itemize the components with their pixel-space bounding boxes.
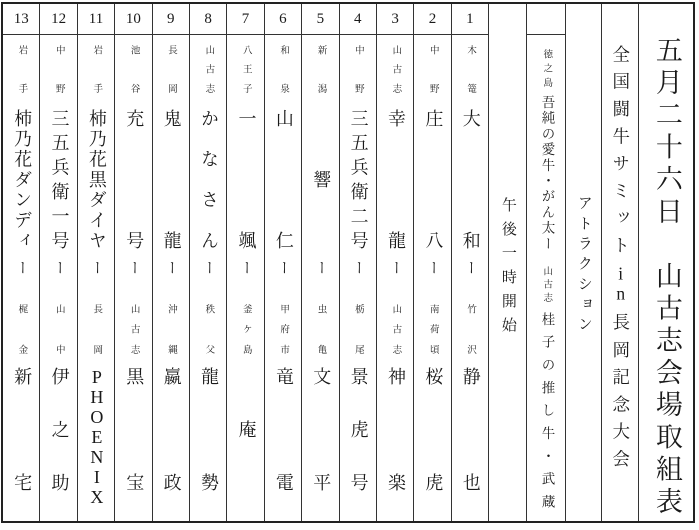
match-column-1 — [452, 4, 489, 521]
side1-location: 和泉 — [278, 45, 289, 93]
start-time-zone — [489, 197, 526, 332]
side2-location-zone — [3, 304, 39, 354]
side2-location-zone — [40, 304, 76, 354]
side1-bull-name: 一颯 — [236, 109, 257, 249]
side1-location-zone — [265, 45, 301, 93]
side1-location-zone — [78, 45, 114, 93]
side2-name-zone — [377, 367, 413, 491]
vs-separator: ー — [312, 259, 329, 275]
match-body — [265, 35, 301, 521]
side2-bull-name: 龍勢 — [199, 367, 220, 491]
attraction-side1-location-zone — [527, 49, 565, 87]
vs-separator: ー — [125, 259, 142, 275]
side1-bull-name: 幸龍 — [386, 109, 406, 249]
attraction-side2-name: 桂子の推し牛・武蔵 — [539, 312, 555, 508]
match-column-8 — [190, 4, 227, 521]
side2-location: 釜ケ島 — [240, 304, 251, 354]
side2-location-zone — [227, 304, 263, 354]
event-subtitle-latin: in — [610, 263, 631, 304]
side2-location: 山古志 — [128, 304, 139, 354]
side1-name-zone — [340, 109, 376, 249]
side2-location: 虫亀 — [315, 304, 326, 354]
vs-separator: ー — [163, 259, 179, 275]
event-subtitle-zone — [602, 45, 638, 467]
side1-location-zone — [115, 45, 151, 93]
side1-bull-name: 三五兵衛二号 — [348, 109, 369, 249]
side2-bull-name: 嬴政 — [161, 367, 182, 491]
side1-bull-name: 響 — [311, 170, 332, 188]
match-number: 8 — [190, 4, 226, 35]
side2-bull-name: 景虎号 — [348, 367, 369, 491]
side1-name-zone — [115, 109, 151, 249]
side1-location-zone — [40, 45, 76, 93]
attraction-label-zone — [566, 195, 601, 331]
side2-bull-name: 庵 — [236, 420, 257, 438]
side1-location: 中野 — [53, 45, 64, 93]
attraction-side1-name: 吾純の愛牛・がん太ー — [539, 95, 555, 250]
side2-name-zone — [302, 367, 338, 491]
attraction-side2-location-zone — [527, 266, 565, 302]
match-number: 13 — [3, 4, 39, 35]
match-number: 4 — [340, 4, 376, 35]
start-time-text: 午後一時開始 — [499, 197, 516, 332]
side2-name-zone — [227, 367, 263, 491]
side1-bull-name: 山仁 — [273, 109, 294, 249]
side1-bull-name: 三五兵衛一号 — [49, 109, 70, 249]
event-title-zone — [639, 36, 693, 514]
match-column-12 — [40, 4, 77, 521]
side2-location: 沖縄 — [165, 304, 176, 354]
vs-separator-zone — [3, 249, 39, 285]
side1-name-zone — [265, 109, 301, 249]
side2-bull-name: 竜電 — [273, 367, 294, 491]
side2-location-zone — [302, 304, 338, 354]
side2-bull-name: 文平 — [311, 367, 332, 491]
side1-name-zone — [452, 109, 488, 249]
side1-bull-name: 柿乃花ダンディ — [12, 109, 33, 249]
event-subtitle — [610, 45, 629, 467]
side2-bull-name: 桜虎 — [423, 367, 444, 491]
side2-name-zone — [40, 367, 76, 491]
vs-separator: ー — [88, 259, 105, 275]
match-number: 3 — [377, 4, 413, 35]
side2-name-zone — [153, 367, 189, 491]
side1-location: 岩手 — [91, 45, 102, 93]
vs-separator-zone — [153, 249, 189, 285]
side1-location-zone — [153, 45, 189, 93]
side2-name-zone — [3, 367, 39, 491]
side2-location: 山中 — [53, 304, 64, 354]
side2-location-zone — [265, 304, 301, 354]
side2-bull-name: 新宅 — [12, 367, 33, 491]
event-subtitle-tail: 長岡記念大会 — [610, 303, 631, 468]
attraction-match-column — [527, 4, 566, 521]
side2-bull-name: PHOENIX — [86, 367, 107, 507]
match-number: 9 — [153, 4, 189, 35]
match-body — [227, 35, 263, 521]
match-column-13 — [3, 4, 40, 521]
side2-location-zone — [377, 304, 413, 354]
side2-bull-name: 静也 — [460, 367, 481, 491]
match-column-11 — [78, 4, 115, 521]
vs-separator-zone — [302, 249, 338, 285]
match-body — [153, 35, 189, 521]
side2-location: 竹沢 — [465, 304, 476, 354]
side2-bull-name: 伊之助 — [49, 367, 70, 491]
side1-location-zone — [302, 45, 338, 93]
vs-separator: ー — [237, 259, 254, 275]
match-number: 7 — [227, 4, 263, 35]
vs-separator: ー — [462, 259, 479, 275]
side1-bull-name: かなさん — [199, 109, 220, 249]
attraction-label-column — [566, 4, 602, 521]
side2-location-zone — [78, 304, 114, 354]
match-table — [1, 2, 695, 523]
side2-name-zone — [452, 367, 488, 491]
side1-location-zone — [190, 45, 226, 93]
side2-location: 長岡 — [91, 304, 102, 354]
vs-separator-zone — [115, 249, 151, 285]
side2-location: 秩父 — [203, 304, 214, 354]
side1-name-zone — [78, 109, 114, 249]
vs-separator-zone — [40, 249, 76, 285]
event-title-column — [639, 4, 693, 521]
side1-bull-name: 大和 — [460, 109, 481, 249]
side1-location-zone — [227, 45, 263, 93]
side1-bull-name: 鬼龍 — [161, 109, 182, 249]
side2-name-zone — [78, 367, 114, 507]
side1-name-zone — [302, 109, 338, 249]
side1-location: 岩手 — [16, 45, 27, 93]
vs-separator-zone — [190, 249, 226, 285]
side2-location-zone — [153, 304, 189, 354]
match-number: 2 — [414, 4, 450, 35]
side2-location-zone — [340, 304, 376, 354]
match-body — [40, 35, 76, 521]
side2-name-zone — [414, 367, 450, 491]
side2-name-zone — [340, 367, 376, 491]
start-time-column — [489, 4, 527, 521]
side2-location-zone — [190, 304, 226, 354]
vs-separator: ー — [200, 259, 217, 275]
side1-location-zone — [377, 45, 413, 93]
side2-name-zone — [115, 367, 151, 491]
vs-separator-zone — [452, 249, 488, 285]
side1-bull-name: 庄八 — [423, 109, 444, 249]
side1-location: 長岡 — [165, 45, 176, 93]
side2-bull-name: 神楽 — [386, 367, 406, 491]
match-column-6 — [265, 4, 302, 521]
match-body — [78, 35, 114, 521]
side1-location-zone — [3, 45, 39, 93]
side2-location: 栃尾 — [352, 304, 363, 354]
side2-location: 山古志 — [390, 304, 401, 354]
vs-separator: ー — [349, 259, 366, 275]
match-body — [302, 35, 338, 521]
side2-name-zone — [265, 367, 301, 491]
side1-location: 山古志 — [203, 45, 214, 93]
match-body — [414, 35, 450, 521]
side2-bull-name: 黒宝 — [124, 367, 145, 491]
side1-location: 八王子 — [240, 45, 251, 93]
match-column-7 — [227, 4, 264, 521]
side1-name-zone — [40, 109, 76, 249]
side1-location-zone — [340, 45, 376, 93]
match-body — [190, 35, 226, 521]
event-subtitle-column — [602, 4, 639, 521]
vs-separator-zone — [78, 249, 114, 285]
side1-location-zone — [452, 45, 488, 93]
match-number: 11 — [78, 4, 114, 35]
vs-separator: ー — [13, 259, 30, 275]
side2-location: 南荷頃 — [427, 304, 438, 354]
vs-separator-zone — [265, 249, 301, 285]
vs-separator-zone — [377, 249, 413, 285]
side1-location-zone — [414, 45, 450, 93]
attraction-side2-location: 山古志 — [541, 266, 552, 302]
side1-location: 中野 — [352, 45, 363, 93]
match-number: 10 — [115, 4, 151, 35]
side1-name-zone — [377, 109, 413, 249]
side1-bull-name: 柿乃花黒ダイヤ — [86, 109, 107, 249]
side1-location: 木篭 — [465, 45, 476, 93]
attraction-side2-name-zone — [527, 312, 565, 508]
match-body — [340, 35, 376, 521]
vs-separator: ー — [387, 259, 404, 275]
match-body — [377, 35, 413, 521]
side2-location-zone — [115, 304, 151, 354]
side2-location: 甲府市 — [278, 304, 289, 354]
match-column-3 — [377, 4, 414, 521]
match-body — [3, 35, 39, 521]
side2-location: 梶金 — [16, 304, 27, 354]
vs-separator: ー — [50, 259, 67, 275]
match-column-2 — [414, 4, 451, 521]
vs-separator-zone — [227, 249, 263, 285]
match-body — [115, 35, 151, 521]
side1-name-zone — [153, 109, 189, 249]
match-number: 12 — [40, 4, 76, 35]
attraction-side1-name-zone — [527, 95, 565, 250]
side1-name-zone — [414, 109, 450, 249]
match-body — [452, 35, 488, 521]
attraction-side1-location: 徳之島 — [541, 49, 552, 87]
match-column-10 — [115, 4, 152, 521]
side1-name-zone — [190, 109, 226, 249]
side1-location: 池谷 — [128, 45, 139, 93]
side2-location-zone — [414, 304, 450, 354]
attraction-label: アトラクション — [575, 195, 592, 331]
side2-location-zone — [452, 304, 488, 354]
side1-location: 新潟 — [315, 45, 326, 93]
match-number: 6 — [265, 4, 301, 35]
event-subtitle-main: 全国闘牛サミット — [610, 45, 631, 264]
event-title: 五月二十六日 山古志会場取組表 — [651, 36, 682, 514]
side1-location: 山古志 — [390, 45, 401, 93]
attraction-header-spacer — [527, 4, 565, 35]
match-column-4 — [340, 4, 377, 521]
side1-name-zone — [227, 109, 263, 249]
match-number: 1 — [452, 4, 488, 35]
match-column-5 — [302, 4, 339, 521]
side1-name-zone — [3, 109, 39, 249]
side1-bull-name: 充号 — [124, 109, 145, 249]
match-column-9 — [153, 4, 190, 521]
match-number: 5 — [302, 4, 338, 35]
vs-separator-zone — [340, 249, 376, 285]
vs-separator-zone — [414, 249, 450, 285]
side2-name-zone — [190, 367, 226, 491]
vs-separator: ー — [424, 259, 441, 275]
vs-separator: ー — [275, 259, 292, 275]
side1-location: 中野 — [427, 45, 438, 93]
